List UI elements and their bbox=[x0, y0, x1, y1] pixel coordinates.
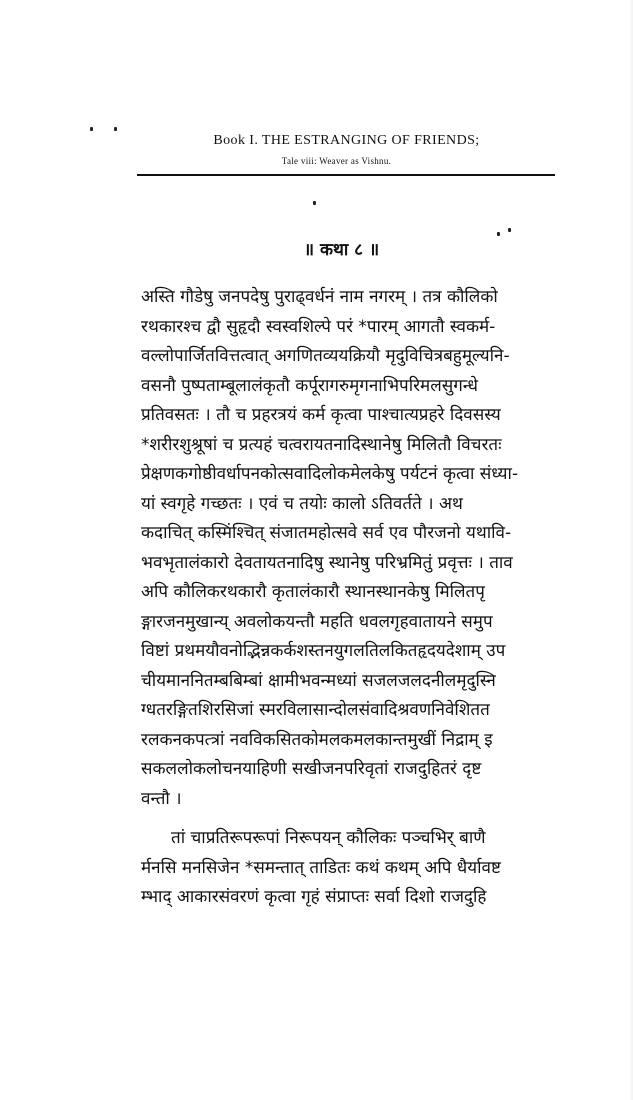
text-line: ग्धतरङ्गितशिरसिजां स्मरविलासान्दोलसंवादिश्रवणनिवेशितत bbox=[141, 700, 490, 720]
print-speck bbox=[313, 201, 316, 205]
text-line: ङ्गारजनमुखान्य् अवलोकयन्तौ महति धवलगृहवातायने समुप bbox=[141, 611, 493, 632]
print-speck bbox=[90, 127, 93, 131]
text-line: यां स्वगृहे गच्छतः । एवं च तयोः कालो ऽतिवर्तते । अथ bbox=[141, 493, 463, 514]
text-line: सकललोकलोचनयाहिणी सखीजनपरिवृतां राजदुहितरं दृष्ट bbox=[141, 759, 482, 779]
text-line: कदाचित् कस्मिंश्चित् संजातमहोत्सवे सर्व एव पौरजनो यथावि- bbox=[141, 523, 512, 543]
running-head: Book I. THE ESTRANGING OF FRIENDS; bbox=[213, 133, 480, 148]
paragraph bbox=[141, 283, 633, 814]
body-text bbox=[141, 283, 633, 913]
tale-title: ॥ कथा ८ ॥ bbox=[303, 240, 380, 260]
text-line: अपि कौलिकरथकारौ कृतालंकारौ स्थानस्थानकेषु मिलितपृ bbox=[141, 582, 485, 602]
running-subhead: Tale viii: Weaver as Vishnu. bbox=[281, 156, 392, 166]
text-line: तां चाप्रतिरूपरूपां निरूपयन् कौलिकः पञ्चभिर् बाणै bbox=[171, 828, 486, 848]
text-line: र्मनसि मनसिजेन *समन्तात् ताडितः कथं कथम् अपि धैर्यावष्ट bbox=[141, 857, 501, 878]
text-line: *शरीरशुश्रूषां च प्रत्यहं चत्वरायतनादिस्थानेषु मिलितौ विचरतः bbox=[141, 434, 502, 455]
header-rule bbox=[137, 174, 555, 176]
text-line: म्भाद् आकारसंवरणं कृत्वा गृहं संप्राप्तः सर्वा दिशो राजदुहि bbox=[141, 887, 487, 907]
page-header bbox=[0, 133, 633, 166]
text-line: अस्ति गौडेषु जनपदेषु पुराढ्वर्धनं नाम नगरम् । तत्र कौलिको bbox=[141, 287, 498, 307]
text-line: वल्लोपार्जितवित्तत्वात् अगणितव्ययक्रियौ मृदुविचित्रबहुमूल्यनि- bbox=[141, 346, 510, 366]
print-speck bbox=[114, 127, 117, 131]
text-line: रलकनकपत्त्रां नवविकसितकोमलकमलकान्तमुखीं निद्राम् इ bbox=[141, 729, 493, 750]
print-speck bbox=[508, 228, 511, 232]
text-line: प्रेक्षणकगोष्ठीवर्धापनकोत्सवादिलोकमेलकेषु पर्यटनं कृत्वा संध्या- bbox=[141, 464, 519, 484]
paragraph-gap bbox=[141, 814, 633, 824]
text-line: वन्तौ । bbox=[141, 788, 182, 809]
text-line: प्रतिवसतः । तौ च प्रहरत्रयं कर्म कृत्वा पाश्चात्यप्रहरे दिवसस्य bbox=[141, 405, 501, 425]
text-line: रथकारश्च द्वौ सुहृदौ स्वस्वशिल्पे परं *पारम् आगतौ स्वकर्म- bbox=[141, 316, 496, 337]
text-line: विष्टां प्रथमयौवनोद्भिन्नकर्कशस्तनयुगलतिलकितहृदयदेशाम् उप bbox=[141, 641, 506, 661]
text-line: चीयमाननितम्बबिम्बां क्षामीभवन्मध्यां सजलजलदनीलमृदुस्नि bbox=[141, 670, 496, 691]
page-edge bbox=[629, 0, 633, 1100]
paragraph bbox=[141, 824, 633, 913]
text-line: वसनौ पुष्पताम्बूलालंकृतौ कर्पूरागरुमृगनाभिपरिमलसुगन्धे bbox=[141, 375, 478, 396]
print-speck bbox=[497, 232, 500, 236]
text-line: भवभृतालंकारो देवतायतनादिषु स्थानेषु परिभ्रमितुं प्रवृत्तः । ताव bbox=[141, 552, 513, 573]
